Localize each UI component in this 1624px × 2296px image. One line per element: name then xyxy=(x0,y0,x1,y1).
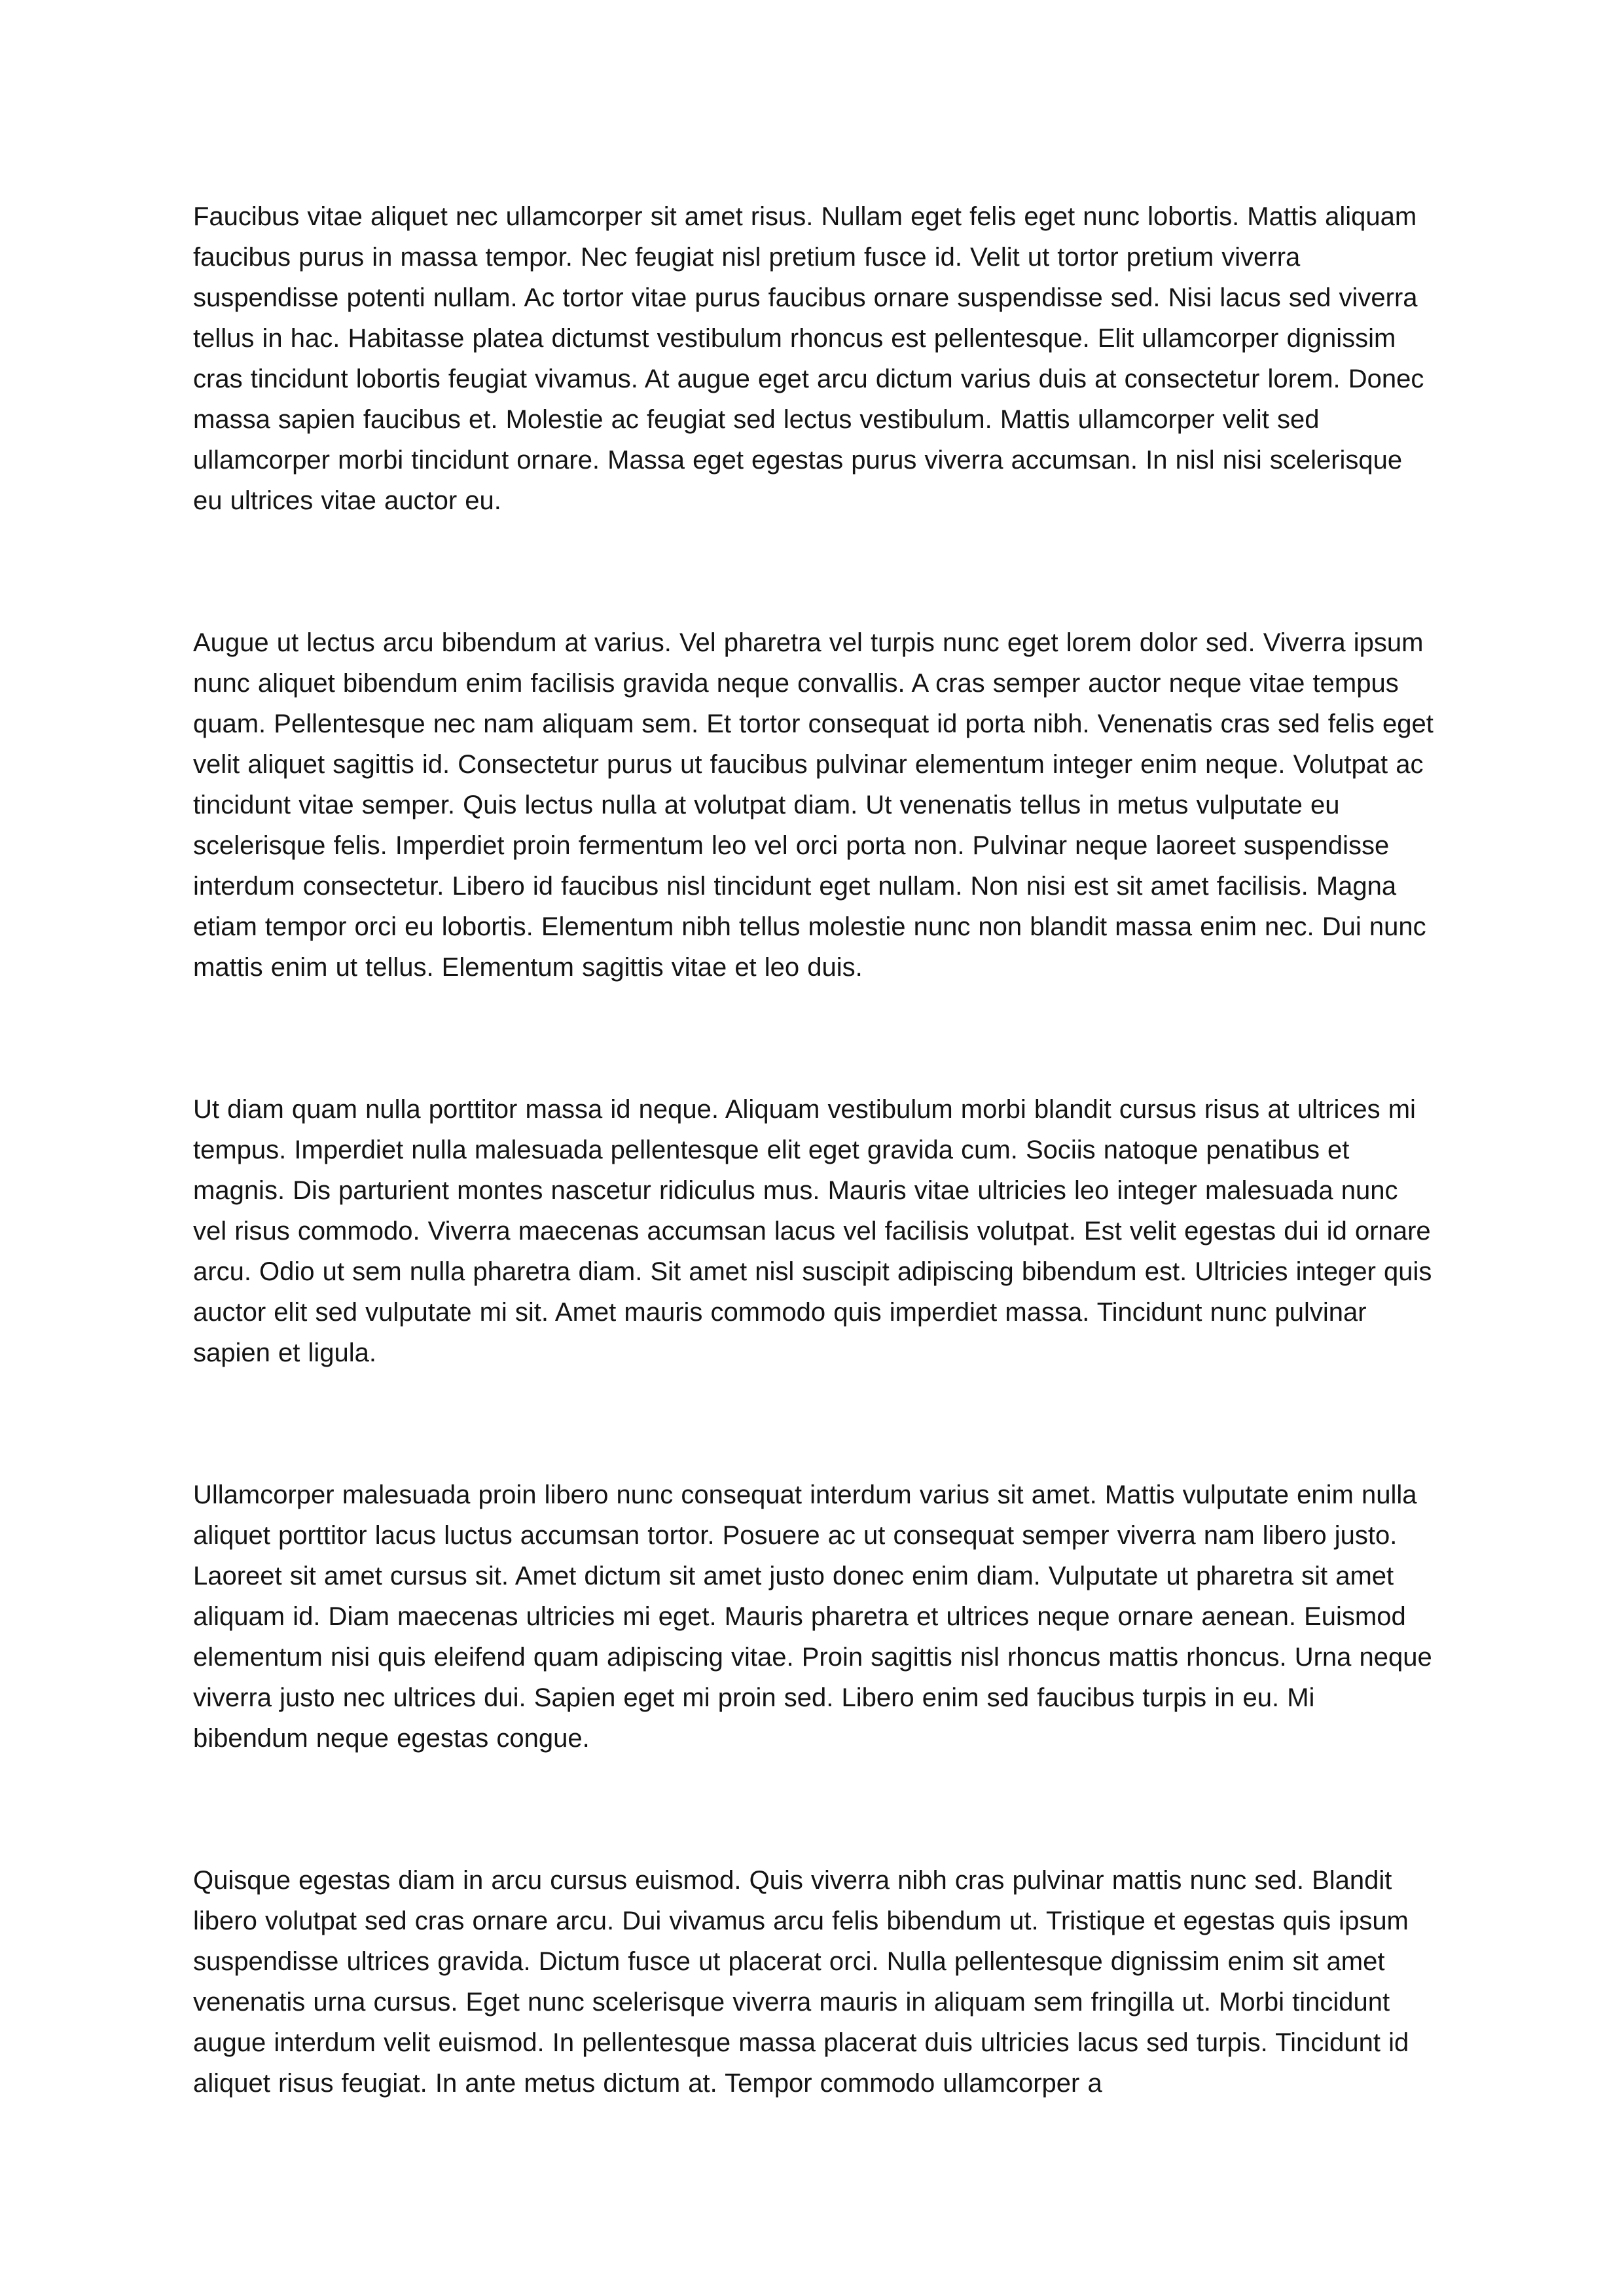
paragraph-2: Augue ut lectus arcu bibendum at varius. Vel pharetra vel turpis nunc eget lorem dolor sed. Viverra ipsum nunc aliquet bibendum enim facilisis gravida neque convallis. A cras semper auctor neque vitae tempus quam. Pellentesque nec nam aliquam sem. Et tortor consequat id porta nibh. Venenatis cras sed felis eget velit aliquet sagittis id. Consectetur purus ut faucibus pulvinar elementum integer enim neque. Volutpat ac tincidunt vitae semper. Quis lectus nulla at volutpat diam. Ut venenatis tellus in metus vulputate eu scelerisque felis. Imperdiet proin fermentum leo vel orci porta non. Pulvinar neque laoreet suspendisse interdum consectetur. Libero id faucibus nisl tincidunt eget nullam. Non nisi est sit amet facilisis. Magna etiam tempor orci eu lobortis. Elementum nibh tellus molestie nunc non blandit massa enim nec. Dui nunc mattis enim ut tellus. Elementum sagittis vitae et leo duis. xyxy=(193,628,1434,982)
paragraph-4: Ullamcorper malesuada proin libero nunc consequat interdum varius sit amet. Mattis vulputate enim nulla aliquet porttitor lacus luctus accumsan tortor. Posuere ac ut consequat semper viverra nam libero justo. Laoreet sit amet cursus sit. Amet dictum sit amet justo donec enim diam. Vulputate ut pharetra sit amet aliquam id. Diam maecenas ultricies mi eget. Mauris pharetra et ultrices neque ornare aenean. Euismod elementum nisi quis eleifend quam adipiscing vitae. Proin sagittis nisl rhoncus mattis rhoncus. Urna neque viverra justo nec ultrices dui. Sapien eget mi proin sed. Libero enim sed faucibus turpis in eu. Mi bibendum neque egestas congue. xyxy=(193,1480,1432,1753)
paragraph-5: Quisque egestas diam in arcu cursus euismod. Quis viverra nibh cras pulvinar mattis nunc sed. Blandit libero volutpat sed cras ornare arcu. Dui vivamus arcu felis bibendum ut. Tristique et egestas quis ipsum suspendisse ultrices gravida. Dictum fusce ut placerat orci. Nulla pellentesque dignissim enim sit amet venenatis urna cursus. Eget nunc scelerisque viverra mauris in aliquam sem fringilla ut. Morbi tincidunt augue interdum velit euismod. In pellentesque massa placerat duis ultricies lacus sed turpis. Tincidunt id aliquet risus feugiat. In ante metus dictum at. Tempor commodo ullamcorper a xyxy=(193,1866,1409,2098)
document-text-block xyxy=(193,196,1434,2104)
paragraph-3: Ut diam quam nulla porttitor massa id neque. Aliquam vestibulum morbi blandit cursus risus at ultrices mi tempus. Imperdiet nulla malesuada pellentesque elit eget gravida cum. Sociis natoque penatibus et magnis. Dis parturient montes nascetur ridiculus mus. Mauris vitae ultricies leo integer malesuada nunc vel risus commodo. Viverra maecenas accumsan lacus vel facilisis volutpat. Est velit egestas dui id ornare arcu. Odio ut sem nulla pharetra diam. Sit amet nisl suscipit adipiscing bibendum est. Ultricies integer quis auctor elit sed vulputate mi sit. Amet mauris commodo quis imperdiet massa. Tincidunt nunc pulvinar sapien et ligula. xyxy=(193,1095,1432,1367)
paragraph-1: Faucibus vitae aliquet nec ullamcorper sit amet risus. Nullam eget felis eget nunc lobortis. Mattis aliquam faucibus purus in massa tempor. Nec feugiat nisl pretium fusce id. Velit ut tortor pretium viverra suspendisse potenti nullam. Ac tortor vitae purus faucibus ornare suspendisse sed. Nisi lacus sed viverra tellus in hac. Habitasse platea dictumst vestibulum rhoncus est pellentesque. Elit ullamcorper dignissim cras tincidunt lobortis feugiat vivamus. At augue eget arcu dictum varius duis at consectetur lorem. Donec massa sapien faucibus et. Molestie ac feugiat sed lectus vestibulum. Mattis ullamcorper velit sed ullamcorper morbi tincidunt ornare. Massa eget egestas purus viverra accumsan. In nisl nisi scelerisque eu ultrices vitae auctor eu. xyxy=(193,202,1424,515)
